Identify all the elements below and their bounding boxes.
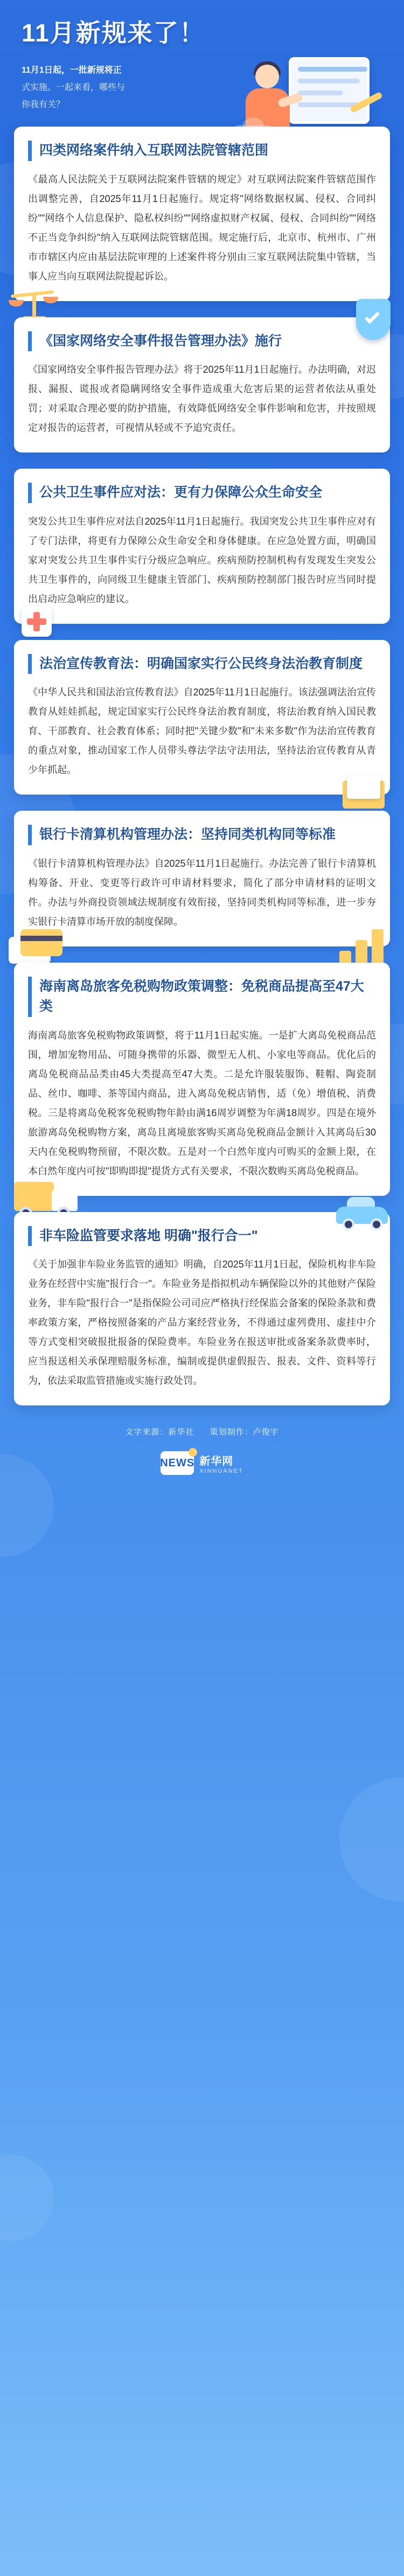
credits [14,1426,390,1437]
decorative-bubble [0,2155,54,2241]
page-title: 11月新规来了！ [22,19,205,47]
card-body [28,1026,376,1181]
credit-design: 策划制作：卢俊宇 [210,1428,279,1437]
logo-dot-icon [189,1448,197,1457]
card-title: 法治宣传教育法：明确国家实行公民终身法治教育制度 [28,654,376,674]
card-title: 非车险监管要求落地 明确"报行合一" [28,1226,376,1247]
card-title: 银行卡清算机构管理办法：坚持同类机构同等标准 [28,825,376,845]
header-lead-line-1: 11月1日起，一批新规将正 [22,66,122,75]
news-card [14,640,390,795]
header-lead [22,62,199,114]
card-paragraph: 《银行卡清算机构管理办法》自2025年11月1日起施行。办法完善了银行卡清算机构筹备、开业、变更等行政许可申请材料要求，简化了部分申请材料的证明文件。办法与外商投资领域法规制度有效衔接，坚持同类机构同等标准，进一步夯实银行卡清算市场开放的制度保障。 [28,858,376,927]
header [0,0,404,119]
decorative-bubble [339,1778,404,1902]
header-lead-line-3: 你我有关？ [22,100,65,110]
card-paragraph: 《最高人民法院关于互联网法院案件管辖的规定》对互联网法院案件管辖范围作出调整完善，自2025年11月1日起施行。规定将"网络数据权属、侵权、合同纠纷""网络个人信息保护、隐私权纠纷""网络虚拟财产权属、侵权、合同纠纷""网络不正当竞争纠纷"纳入互联网法院管辖范围。规定施行后，北京市、杭州市、广州市市辖区内应由基层法院审理的上述案件将分别由三家互联网法院集中管辖，当事人应当向互联网法院提起诉讼。 [28,173,376,282]
news-card [14,811,390,946]
card-body [28,683,376,779]
card-body [28,512,376,609]
card-body [28,854,376,931]
logo-mark-icon [161,1451,194,1475]
card-paragraph: 《关于加强非车险业务监管的通知》明确，自2025年11月1日起，保险机构非车险业务在经营中实施"报行合一"。车险业务是指拟机动车辆保险以外的其他财产保险业务，非车险"报行合一"是指保险公司司应严格执行经保监会备案的保险条款和费率政策方案，严格按照备案的产品方案经营业务，不得通过虚列费用、虚挂中介等方式变相突破报批报备的保险费率。车险业务在报送审批或备案条款费率时，应当报送相关承保理赔服务标准，编制或提供虚假报告、报表、文件、资料等行为，依法采取监管措施或实施行政处罚。 [28,1259,376,1387]
card-title: 四类网络案件纳入互联网法院管辖范围 [28,141,376,161]
card-body [28,360,376,437]
logo-text [199,1452,243,1474]
header-lead-line-2: 式实施。一起来看，哪些与 [22,83,126,93]
card-paragraph: 突发公共卫生事件应对法自2025年11月1日起施行。我国突发公共卫生事件应对有了专门法律，将更有力保障公众生命安全和身体健康。在应急处置方面，明确国家对突发公共卫生事件实行分级应急响应。疾病预防控制机构有发现发生突发公共卫生事件的，向同级卫生健康主管部门、疾病预防控制部门报告时应当同时提出启动应急响应的建议。 [28,516,376,604]
logo-title: 新华网 [199,1455,234,1467]
logo-mark-text: NEWS [160,1457,195,1469]
card-paragraph: 《国家网络安全事件报告管理办法》将于2025年11月1日起施行。办法明确，对迟报、漏报、谎报或者隐瞒网络安全事件造成重大危害后果的运营者依法从重处罚；对采取合理必要的防护措施，有效降低网络安全事件影响和危害，并按照规定对报告的运营者，可视情从轻或不予追究责任。 [28,364,376,434]
card-paragraph: 《中华人民共和国法治宣传教育法》自2025年11月1日起施行。该法强调法治宣传教育从娃娃抓起，规定国家实行公民终身法治教育制度，将法治教育纳入国民教育、干部教育、社会教育体系；同时把"关键少数"和"未来多数"作为法治宣传教育的重点对象，推动国家工作人员带头尊法学法守法用法，坚持法治宣传教育从青少年抓起。 [28,687,376,776]
cards-container [0,119,404,1405]
footer [0,1422,404,1491]
card-title: 公共卫生事件应对法：更有力保障公众生命安全 [28,483,376,503]
card-title: 海南离岛旅客免税购物政策调整：免税商品提高至47大类 [28,977,376,1017]
credit-source: 文字来源：新华社 [125,1428,194,1437]
news-card [14,469,390,624]
tablet-icon [289,57,370,124]
card-title: 《国家网络安全事件报告管理办法》施行 [28,331,376,352]
news-card [14,317,390,453]
logo-subtitle: XINHUANET [199,1467,243,1474]
card-paragraph: 海南离岛旅客免税购物政策调整，将于11月1日起实施。一是扩大离岛免税商品范围，增加宠物用品、可随身携带的乐器、微型无人机、小家电等商品。优化后的离岛免税商品品类由45大类提高至47大类。二是允许服装服饰、鞋帽、陶瓷制品、丝巾、咖啡、茶等国内商品，进入离岛免税店销售，适（免）增值税、消费税。三是将离岛免税客免税购物年龄由满16周岁调整为年满18周岁。四是在境外旅游离岛免税购物方案，离岛且离境旅客购买离岛免税商品金额计入其离岛后30天内在免税购物预留，不限次数。五是对一个白然年度内可购买的金额上限，在本白然年度内可按"即购即提"提货方式有关要求，不限次数购买离岛免税商品。 [28,1029,376,1176]
news-card [14,963,390,1196]
card-body [28,170,376,286]
brand-logo [14,1451,390,1475]
news-card [14,127,390,301]
card-body [28,1255,376,1390]
news-card [14,1212,390,1406]
